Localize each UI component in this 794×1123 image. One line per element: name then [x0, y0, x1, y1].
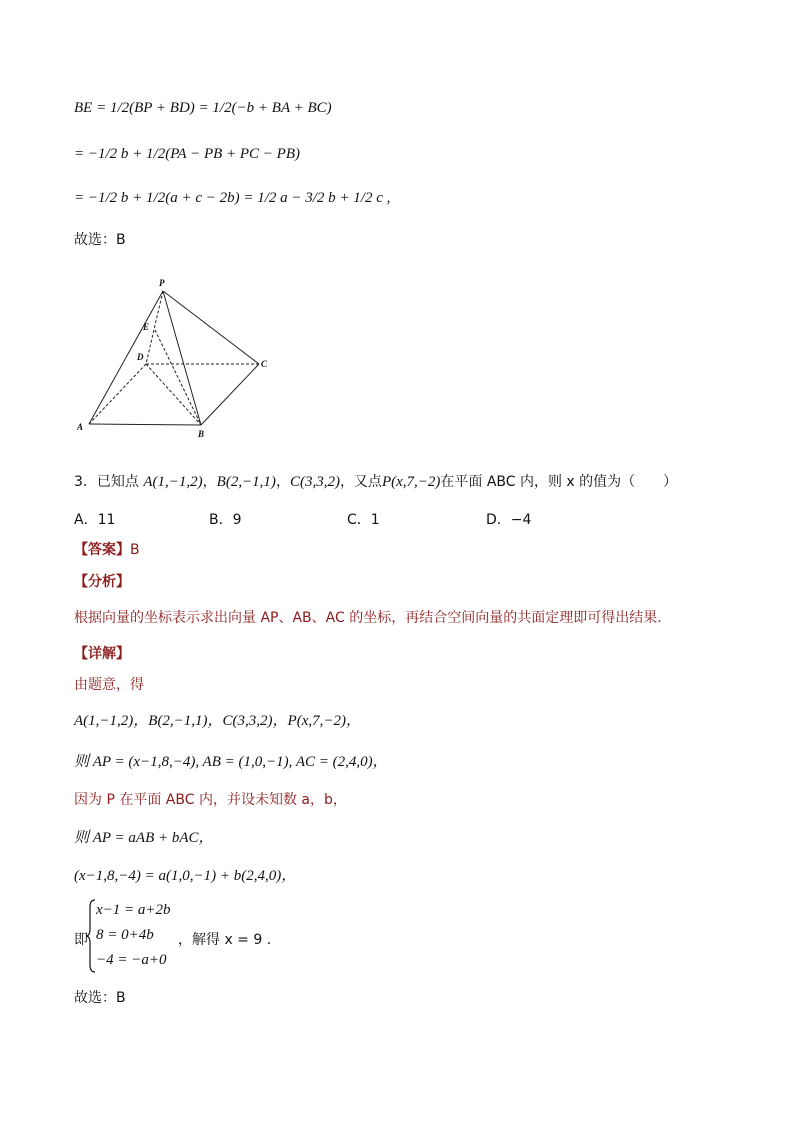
- detail-tag: 【详解】: [74, 646, 130, 662]
- edge-AB: [89, 424, 201, 425]
- detail-line-2: A(1,−1,2)，B(2,−1,1)，C(3,3,2)，P(x,7,−2)，: [74, 713, 361, 729]
- derivation-text-2: = −1/2 b + 1/2(PA − PB + PC − PB): [74, 146, 300, 162]
- edge-PC: [163, 291, 259, 364]
- derivation-text-3: = −1/2 b + 1/2(a + c − 2b) = 1/2 a − 3/2 b + 1/2 c ,: [74, 190, 391, 206]
- detail-line-1: 由题意，得: [74, 677, 144, 693]
- label-D: D: [137, 352, 144, 362]
- derivation-line-3: [74, 190, 390, 207]
- system-eq-1: x−1 = a+2b: [96, 902, 171, 918]
- detail-end: 故选：B: [74, 990, 126, 1006]
- option-c: C．1: [347, 512, 380, 528]
- answer-value: B: [130, 542, 140, 558]
- option-d: D．−4: [486, 512, 532, 528]
- label-E: E: [143, 322, 150, 332]
- system-suffix: ，解得 x = 9 .: [178, 932, 272, 948]
- point-b: B(2,−1,1): [216, 474, 276, 490]
- derivation-line-2: [74, 146, 300, 163]
- question-prefix: 已知点: [96, 474, 139, 490]
- system-prefix: 即: [74, 932, 88, 948]
- edge-BC: [201, 364, 259, 425]
- answer-choice-1: 故选：B: [74, 232, 126, 248]
- question-number: 3．: [74, 474, 97, 490]
- point-p: P(x,7,−2): [381, 474, 441, 490]
- analysis-tag: 【分析】: [74, 574, 130, 590]
- point-c: C(3,3,2): [289, 474, 340, 490]
- point-a: A(1,−1,2): [143, 474, 203, 490]
- answer-line: [74, 539, 140, 559]
- system-brace: [86, 899, 96, 973]
- question-mid: ，又点: [339, 474, 382, 490]
- answer-tag: 【答案】: [74, 542, 130, 558]
- pyramid-figure: [70, 272, 280, 442]
- edge-PA: [89, 291, 163, 424]
- analysis-text: 根据向量的坐标表示求出向量 AP、AB、AC 的坐标，再结合空间向量的共面定理即可得出结果.: [74, 610, 662, 626]
- label-A: A: [77, 422, 84, 432]
- derivation-text-1: BE = 1/2(BP + BD) = 1/2(−b + BA + BC): [74, 100, 332, 116]
- option-b: B．9: [209, 512, 242, 528]
- system-eq-3: −4 = −a+0: [96, 952, 167, 968]
- label-P: P: [159, 278, 165, 288]
- option-a: A．11: [74, 512, 116, 528]
- question-suffix: 在平面 ABC 内，则 x 的值为（ ）: [440, 474, 678, 490]
- detail-line-4: 因为 P 在平面 ABC 内，并设未知数 a，b，: [74, 792, 347, 808]
- detail-line-6: (x−1,8,−4) = a(1,0,−1) + b(2,4,0)，: [74, 868, 297, 884]
- derivation-line-1: [74, 100, 332, 117]
- detail-line-3: 则 AP = (x−1,8,−4), AB = (1,0,−1), AC = (2,4,0)，: [74, 754, 388, 770]
- label-B: B: [198, 429, 205, 439]
- question-3: 3．已知点 A(1,−1,2)，B(2,−1,1)，C(3,3,2)，又点P(x,7,−2)在平面 ABC 内，则 x 的值为（ ）: [74, 474, 678, 490]
- detail-line-5: 则 AP = aAB + bAC，: [74, 830, 214, 846]
- label-C: C: [261, 359, 268, 369]
- system-eq-2: 8 = 0+4b: [96, 927, 154, 943]
